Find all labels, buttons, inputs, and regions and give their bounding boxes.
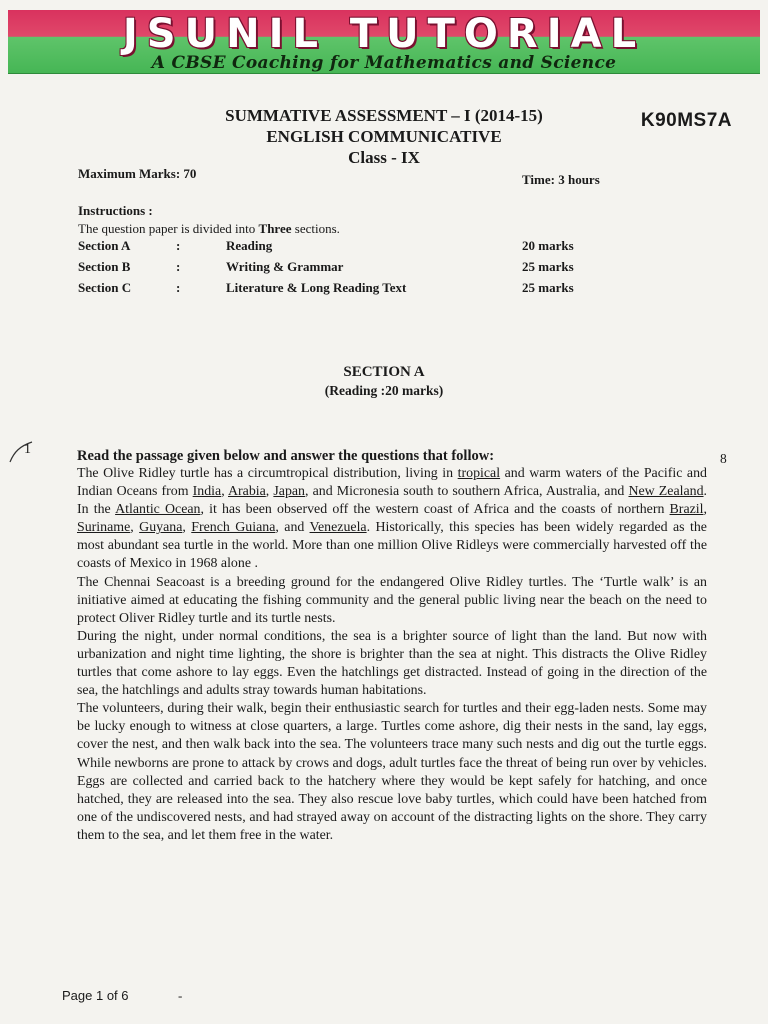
exam-title: SUMMATIVE ASSESSMENT – I (2014-15) [225, 106, 543, 125]
paper-code: K90MS7A [640, 110, 732, 131]
banner [8, 10, 760, 74]
class-title: Class - IX [348, 148, 420, 167]
instructions-intro: The question paper is divided into Three sections. [78, 221, 340, 236]
passage-paragraph-4: The volunteers, during their walk, begin their enthusiastic search for turtles and their egg-laden nests. Some may be lucky enough to witness at close quarters, a large. Turtles come ashore, dig their nests in the sand, lay eggs, cover the nest, and then walk back into the sea. The volunteers trace many such nests and dig out the turtle eggs. While newborns are prone to attack by crows and dogs, adult turtles face the threat of being run over by vehicles. Eggs are collected and carried back to the hatchery where they would be kept safely for hatching, and once hatched, they are released into the sea. They also rescue love baby turtles, which could have been hatched from one of the undiscovered nests, and had strayed away on account of the distracting lights on the shore. They carry them to the sea, and let them free in the water. [77, 701, 707, 843]
question-marks: 8 [720, 451, 727, 466]
instructions [78, 202, 340, 238]
section-row-a: Section A : Reading 20 marks [78, 238, 574, 253]
time-allowed: Time: 3 hours [522, 172, 600, 187]
question-heading: Read the passage given below and answer the questions that follow: [77, 448, 495, 464]
banner-title: JSUNIL TUTORIAL [122, 11, 646, 57]
passage-paragraph-2: The Chennai Seacoast is a breeding ground for the endangered Olive Ridley turtles. The ‘Turtle walk’ is an initiative aimed at educating the fishing community and the general public living near the beach on the need to protect Oliver Ridley turtle and its turtle nests. [77, 574, 707, 626]
instructions-heading: Instructions : [78, 203, 153, 218]
section-a-subtitle: (Reading :20 marks) [324, 383, 444, 398]
question-number: 1 [12, 442, 19, 458]
footer-dash: - [178, 988, 183, 1003]
page-number: Page 1 of 6 [62, 988, 129, 1003]
section-row-b: Section B : Writing & Grammar 25 marks [78, 259, 574, 274]
section-row-c: Section C : Literature & Long Reading Text 25 marks [78, 280, 574, 295]
subject-title: ENGLISH COMMUNICATIVE [266, 127, 502, 146]
pen-mark-icon [6, 440, 36, 466]
reading-passage [77, 465, 707, 845]
passage-paragraph-3: During the night, under normal conditions, the sea is a brighter source of light than the land. But now with urbanization and night time lighting, the shore is brighter than the sea at night. This distracts the Olive Ridley turtles that come ashore to lay eggs. Even the hatchlings get distracted. Instead of going in the direction of the sea, the hatchlings and adults stray towards human habitations. [77, 628, 707, 699]
passage-paragraph-1: The Olive Ridley turtle has a circumtropical distribution, living in tropical and warm waters of the Pacific and Indian Oceans from India, Arabia, Japan, and Micronesia south to southern Africa, Australia, and New Zealand. In the Atlantic Ocean, it has been observed off the western coast of Africa and the coasts of northern Brazil, Suriname, Guyana, French Guiana, and Venezuela. Historically, this species has been widely regarded as the most abundant sea turtle in the world. More than one million Olive Ridleys were commercially harvested off the coasts of Mexico in 1968 alone . [77, 466, 708, 572]
section-a-title: SECTION A [343, 364, 425, 380]
max-marks: Maximum Marks: 70 [78, 166, 197, 181]
banner-subtitle: A CBSE Coaching for Mathematics and Science [151, 53, 617, 73]
